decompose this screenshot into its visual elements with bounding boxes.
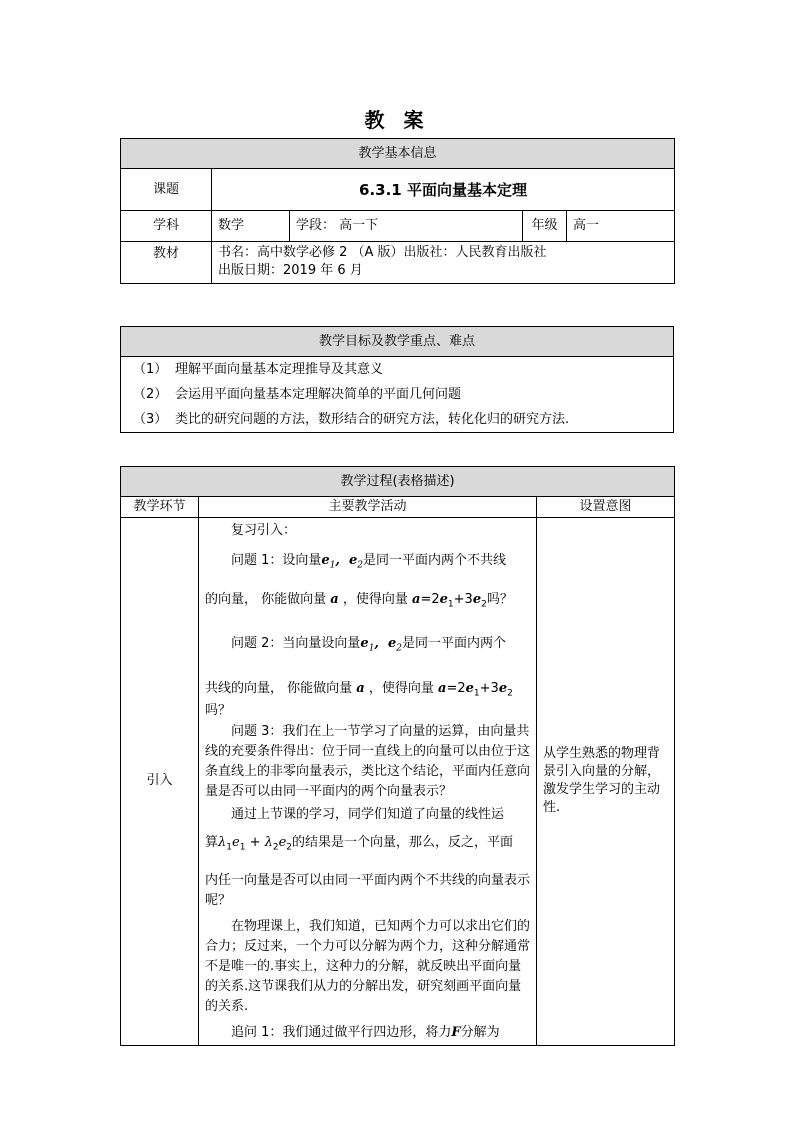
process-header: 教学过程(表格描述) [121,467,675,497]
col-stage-header: 教学环节 [121,497,199,518]
question-1-line-2: 的向量， 你能做向量 a ，使得向量 $a=2e_1+3e_2$吗？ [205,591,513,610]
objective-num: （3） [133,411,168,427]
objective-num: （1） [133,361,168,377]
document-title: 教 案 [364,108,430,132]
objective-text: 理解平面向量基本定理推导及其意义 [175,361,384,377]
basic-info-header: 教学基本信息 [121,139,675,169]
col-activity-header: 主要教学活动 [199,497,537,518]
paragraph-physics: 在物理课上，我们知道，已知两个力可以求出它们的合力；反过来，一个力可以分解为两个力，这种分解通常不是唯一的.事实上，这种力的分解，就反映出平面向量的关系.这节课我们从力的分解出发，研究刻画平面向量的关系. [205,918,531,1014]
subject-value: 数学 [212,211,290,242]
stage-text: 学段： 高一下 [290,211,523,242]
paragraph-linear-ops-3: 内任一向量是否可以由同一平面内两个不共线的向量表示呢？ [205,872,531,908]
objectives-table [120,326,674,433]
objective-text: 会运用平面向量基本定理解决简单的平面几何问题 [175,386,462,402]
textbook-info [212,242,675,284]
subject-label: 学科 [121,211,212,242]
paragraph-linear-ops: 通过上节课的学习，同学们知道了向量的线性运 [231,807,505,823]
question-1-line-1: 问题 1：设向量$e_1$, $e_2$是同一平面内两个不共线 [231,553,507,571]
grade-value: 高一 [567,211,675,242]
topic-value: 6.3.1 平面向量基本定理 [212,169,675,211]
question-2-line-1: 问题 2：当向量设向量$e_1$, $e_2$是同一平面内两个 [231,636,507,654]
col-intent-header: 设置意图 [537,497,675,518]
question-2-line-2: 共线的向量， 你能做向量 a ，使得向量 $a=2e_1+3e_2$ [205,680,513,699]
process-table [120,466,675,1046]
stage-cell: 引入 [121,518,199,1046]
grade-label: 年级 [523,211,567,242]
question-2-line-3: 吗？ [205,703,232,719]
activity-cell [199,518,537,1046]
textbook-label: 教材 [121,242,212,284]
objective-num: （2） [133,386,168,402]
textbook-line-2: 出版日期：2019 年 6 月 [218,263,363,278]
review-heading: 复习引入： [231,523,297,538]
objective-item [121,407,674,433]
objective-text: 类比的研究问题的方法，数形结合的研究方法，转化化归的研究方法. [175,411,570,427]
question-3: 问题 3：我们在上一节学习了向量的运算，由向量共线的充要条件得出：位于同一直线上的向量可以由位于这条直线上的非零向量表示，类比这个结论，平面内任意向量是否可以由同一平面内的两个向量表示？ [205,724,531,800]
intent-cell: 从学生熟悉的物理背景引入向量的分解，激发学生学习的主动性. [537,518,675,1046]
textbook-line-1: 书名：高中数学必修 2 （A 版）出版社：人民教育出版社 [218,245,547,260]
basic-info-table [120,138,675,284]
follow-up-1: 追问 1：我们通过做平行四边形，将力F分解为 [231,1024,500,1040]
objective-item [121,357,674,383]
objective-item [121,382,674,407]
paragraph-linear-ops-2: 算$\lambda_1e_1 + \lambda_2e_2$的结果是一个向量，那么，反之，平面 [205,835,514,853]
objectives-header: 教学目标及教学重点、难点 [121,327,674,357]
topic-label: 课题 [121,169,212,211]
